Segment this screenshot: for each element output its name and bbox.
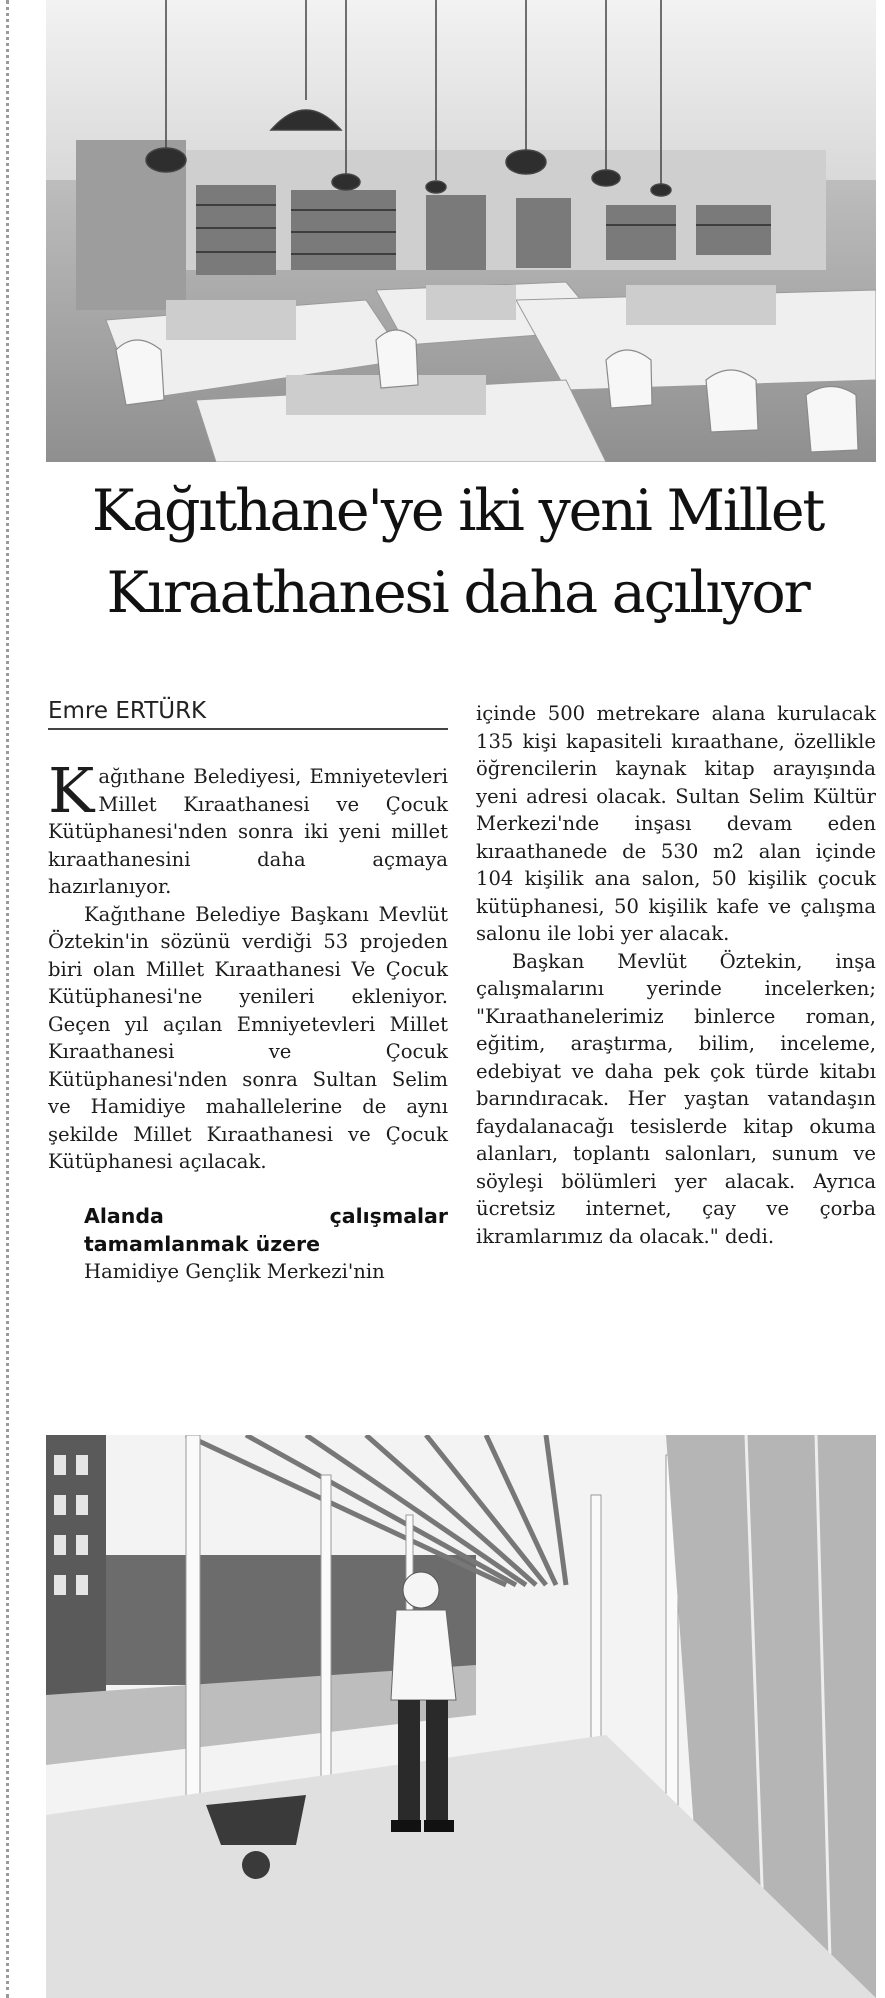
author-byline: Emre ERTÜRK bbox=[48, 698, 448, 730]
article-subhead: Alanda çalışmalar tamamlanmak üzere bbox=[84, 1203, 448, 1256]
article-paragraph-1: Kağıthane Belediyesi, Emniyetevleri Millet Kıraathanesi ve Çocuk Kütüphanesi'nden sonra iki yeni millet kıraathanesini daha açmaya hazırlanıyor. bbox=[48, 754, 448, 898]
article-subhead-lead: Hamidiye Gençlik Merkezi'nin bbox=[84, 1259, 385, 1283]
article-column-right bbox=[476, 700, 876, 1250]
article-paragraph-2: Kağıthane Belediye Başkanı Mevlüt Öztekin'in sözünü verdiği 53 projeden biri olan Millet Kıraathanesi Ve Çocuk Kütüphanesi'ne yenileri ekleniyor. Geçen yıl açılan Emniyetevleri Millet Kıraathanesi ve Çocuk Kütüphanesi'nden sonra Sultan Selim ve Hamidiye mahallelerine de aynı şekilde Millet Kıraathanesi ve Çocuk Kütüphanesi açılacak. bbox=[48, 902, 448, 1173]
article-headline: Kağıthane'ye iki yeni Millet Kıraathanesi daha açılıyor bbox=[91, 478, 824, 626]
article-column-left bbox=[48, 754, 448, 1285]
library-interior-photo bbox=[46, 0, 876, 462]
page-edge-dotted-border bbox=[6, 0, 9, 1998]
article-paragraph-3: içinde 500 metrekare alana kurulacak 135 kişi kapasiteli kıraathane, özellikle öğrencilerin kaynak kitap arayışında yeni adresi olacak. Sultan Selim Kültür Merkezi'nde inşası devam eden kıraathanede de 530 m2 alan içinde 104 kişilik ana salon, 50 kişilik çocuk kütüphanesi, 50 kişilik kafe ve çalışma salonu ile lobi yer alacak. bbox=[476, 702, 876, 945]
construction-site-photo bbox=[46, 1435, 876, 1998]
article-paragraph-4: Başkan Mevlüt Öztekin, inşa çalışmalarını yerinde incelerken; "Kıraathanelerimiz binlerce roman, eğitim, araştırma, bilim, inceleme, edebiyat ve daha pek çok türde kitabı barındıracak. Her yaştan vatandaşın faydalanacağı tesislerde kitap okuma alanları, toplantı salonları, sunum ve söyleşi bölümleri yer alacak. Ayrıca ücretsiz internet, çay ve çorba ikramlarımız da olacak." dedi. bbox=[476, 949, 876, 1248]
